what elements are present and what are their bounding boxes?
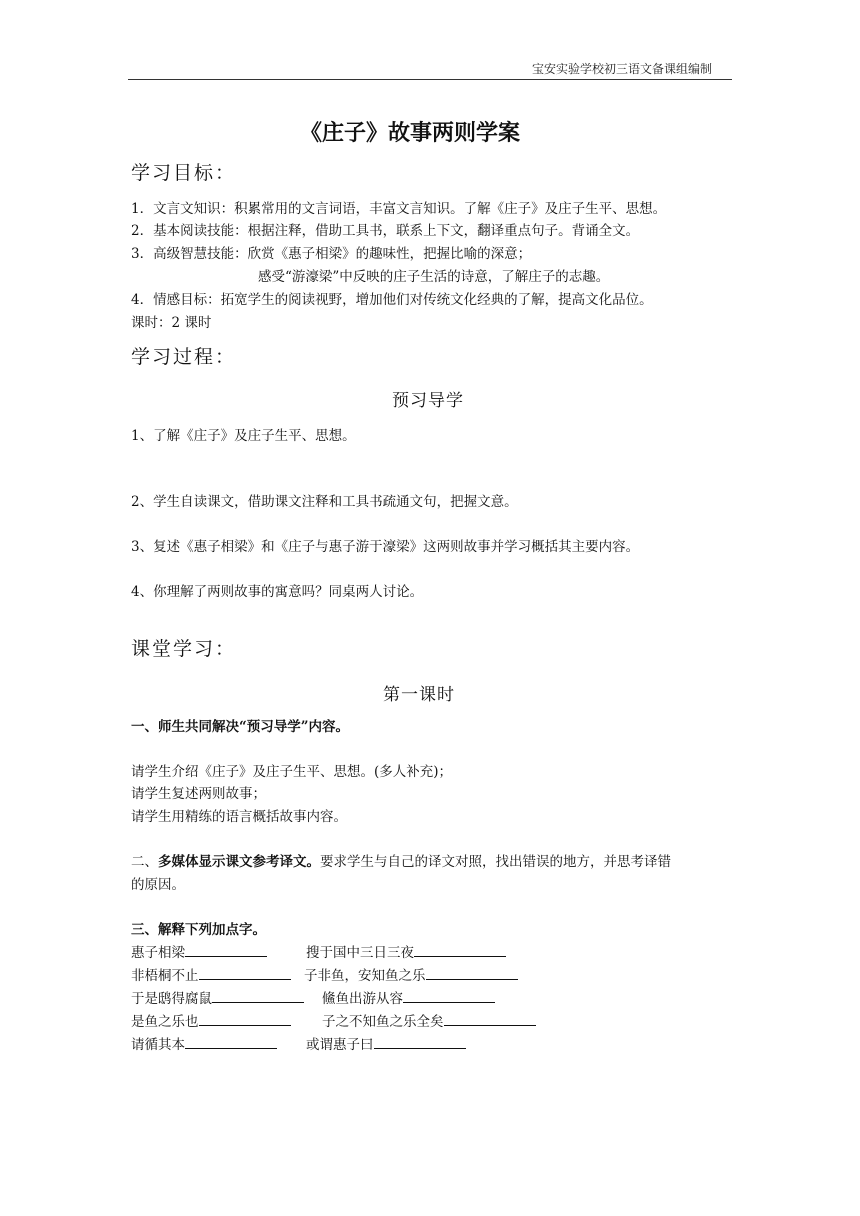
term-item [306,941,506,961]
answer-blank[interactable] [185,1036,277,1049]
answer-blank[interactable] [185,944,267,957]
answer-blank[interactable] [426,967,518,980]
term-item [322,987,495,1007]
term-item [131,987,304,1007]
section-1-line: 请学生介绍《庄子》及庄子生平、思想。(多人补充)； [131,764,453,780]
goal-item: 1．文言文知识：积累常用的文言词语，丰富文言知识。了解《庄子》及庄子生平、思想。 [131,201,667,217]
term-item [131,1010,291,1030]
process-heading: 学习过程： [131,346,237,368]
term-text: 于是鸱得腐鼠 [131,991,212,1007]
lesson-title: 第一课时 [383,685,455,705]
answer-blank[interactable] [374,1036,466,1049]
section-3-title: 三、解释下列加点字。 [131,922,266,938]
preview-item: 3、复述《惠子相梁》和《庄子与惠子游于濠梁》这两则故事并学习概括其主要内容。 [131,539,640,555]
term-text: 是鱼之乐也 [131,1014,199,1030]
section-1-line: 请学生复述两则故事； [131,786,266,802]
page-title: 《庄子》故事两则学案 [300,120,521,146]
term-text: 子之不知鱼之乐全矣 [322,1014,444,1030]
goal-item: 感受“游濠梁”中反映的庄子生活的诗意，了解庄子的志趣。 [258,269,610,285]
class-hours: 课时：2 课时 [131,315,212,331]
term-text: 搜于国中三日三夜 [306,945,414,961]
answer-blank[interactable] [199,1013,291,1026]
goal-item: 4．情感目标：拓宽学生的阅读视野，增加他们对传统文化经典的了解，提高文化品位。 [131,292,653,308]
term-item [306,1033,466,1053]
preview-title: 预习导学 [392,391,464,411]
answer-blank[interactable] [414,944,506,957]
term-item [131,964,291,984]
term-text: 子非鱼，安知鱼之乐 [304,968,426,984]
term-item [304,964,518,984]
classroom-heading: 课堂学习： [131,638,237,660]
preview-item: 2、学生自读课文，借助课文注释和工具书疏通文句，把握文意。 [131,494,518,510]
answer-blank[interactable] [199,967,291,980]
term-item [131,941,267,961]
answer-blank[interactable] [403,990,495,1003]
preview-item: 4、你理解了两则故事的寓意吗？同桌两人讨论。 [131,584,424,600]
header-divider [128,79,732,80]
goal-item: 3．高级智慧技能：欣赏《惠子相梁》的趣味性，把握比喻的深意； [131,246,532,262]
term-text: 惠子相梁 [131,945,185,961]
term-item [322,1010,536,1030]
goal-item: 2．基本阅读技能：根据注释，借助工具书，联系上下文，翻译重点句子。背诵全文。 [131,223,640,239]
term-text: 请循其本 [131,1037,185,1053]
preview-item: 1、了解《庄子》及庄子生平、思想。 [131,428,356,444]
term-item [131,1033,277,1053]
section-2-line [131,850,671,870]
term-text: 鯈鱼出游从容 [322,991,403,1007]
answer-blank[interactable] [444,1013,536,1026]
answer-blank[interactable] [212,990,304,1003]
term-text: 非梧桐不止 [131,968,199,984]
term-text: 或谓惠子曰 [306,1037,374,1053]
header-text: 宝安实验学校初三语文备课组编制 [532,62,713,76]
section-2-lead: 二、 [131,854,158,870]
section-2-bold: 多媒体显示课文参考译文。 [158,854,320,870]
goals-heading: 学习目标： [131,162,237,184]
section-2-rest: 要求学生与自己的译文对照，找出错误的地方，并思考译错 [320,854,671,870]
section-1-title: 一、师生共同解决“预习导学”内容。 [131,719,350,735]
section-1-line: 请学生用精练的语言概括故事内容。 [131,809,347,825]
section-2-line2: 的原因。 [131,877,185,893]
